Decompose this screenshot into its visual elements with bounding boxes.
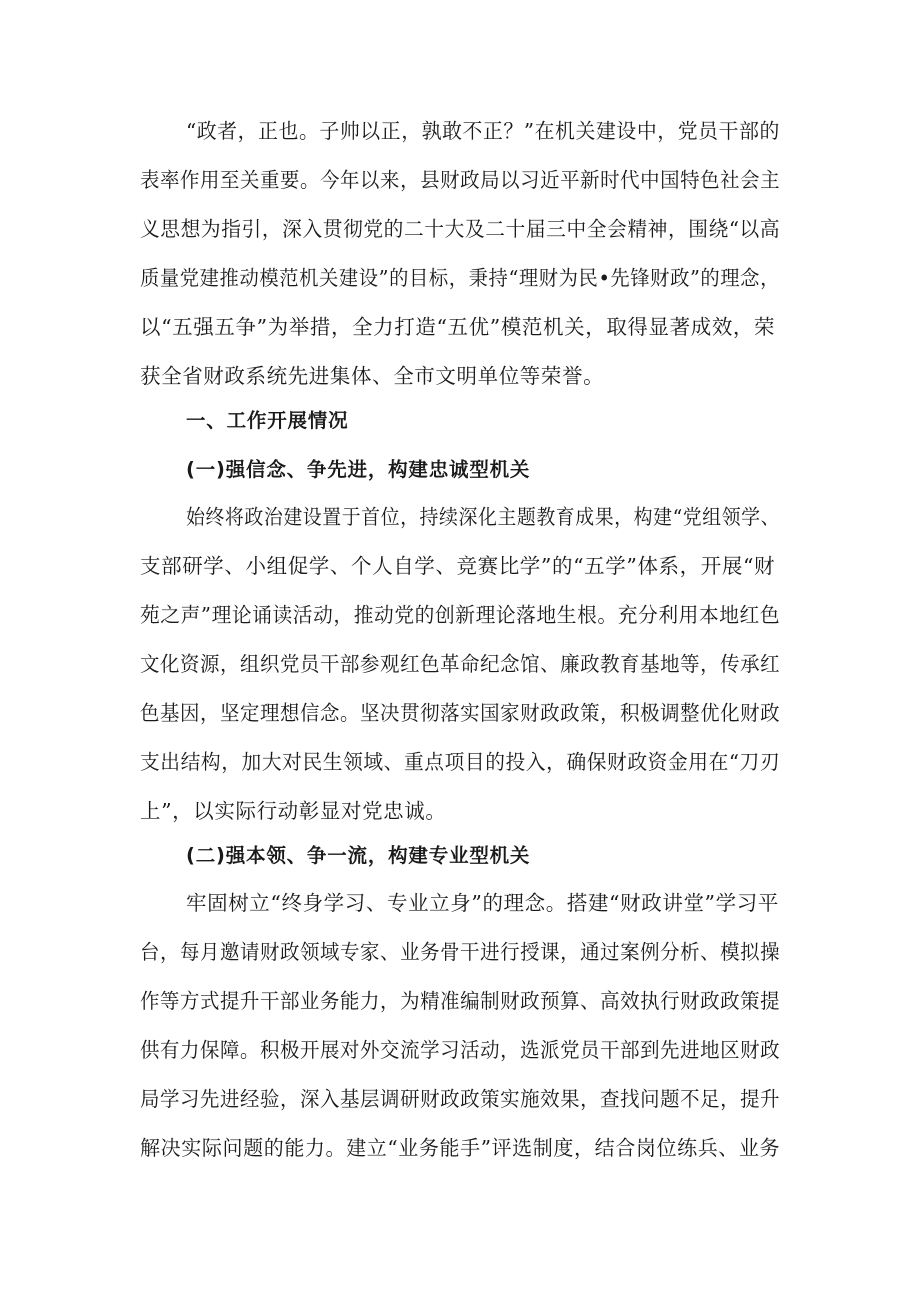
paragraph-line: 作等方式提升干部业务能力，为精准编制财政预算、高效执行财政政策提 bbox=[140, 989, 781, 1013]
paragraph-line: 苑之声”理论诵读活动，推动党的创新理论落地生根。充分利用本地红色 bbox=[140, 603, 781, 627]
paragraph-line: 始终将政治建设置于首位，持续深化主题教育成果，构建“党组领学、 bbox=[186, 505, 781, 529]
paragraph-line: 上”，以实际行动彰显对党忠诚。 bbox=[140, 799, 447, 823]
intro-line: 质量党建推动模范机关建设”的目标，秉持“理财为民•先锋财政”的理念， bbox=[140, 266, 780, 290]
subsection-heading: (二)强本领、争一流，构建专业型机关 bbox=[186, 844, 531, 867]
intro-line: 表率作用至关重要。今年以来，县财政局以习近平新时代中国特色社会主 bbox=[140, 168, 781, 192]
paragraph-line: 色基因，坚定理想信念。坚决贯彻落实国家财政政策，积极调整优化财政 bbox=[140, 701, 781, 725]
paragraph-line: 支出结构，加大对民生领域、重点项目的投入，确保财政资金用在“刀刃 bbox=[140, 750, 781, 774]
intro-line: “政者，正也。子帅以正，孰敢不正？”在机关建设中，党员干部的 bbox=[186, 119, 780, 143]
paragraph-line: 台，每月邀请财政领域专家、业务骨干进行授课，通过案例分析、模拟操 bbox=[140, 940, 781, 964]
subsection-heading: (一)强信念、争先进，构建忠诚型机关 bbox=[186, 458, 531, 481]
paragraph-line: 解决实际问题的能力。建立“业务能手”评选制度，结合岗位练兵、业务 bbox=[140, 1136, 781, 1160]
paragraph-line: 文化资源，组织党员干部参观红色革命纪念馆、廉政教育基地等，传承红 bbox=[140, 652, 781, 676]
intro-line: 义思想为指引，深入贯彻党的二十大及二十届三中全会精神，围绕“以高 bbox=[140, 217, 781, 241]
section-heading: 一、工作开展情况 bbox=[186, 409, 349, 432]
paragraph-line: 供有力保障。积极开展对外交流学习活动，选派党员干部到先进地区财政 bbox=[140, 1038, 781, 1062]
paragraph-line: 局学习先进经验，深入基层调研财政政策实施效果，查找问题不足，提升 bbox=[140, 1087, 781, 1111]
paragraph-line: 牢固树立“终身学习、专业立身”的理念。搭建“财政讲堂”学习平 bbox=[186, 891, 779, 915]
intro-line: 获全省财政系统先进集体、全市文明单位等荣誉。 bbox=[140, 364, 605, 388]
paragraph-line: 支部研学、小组促学、个人自学、竞赛比学”的“五学”体系，开展“财 bbox=[140, 554, 776, 578]
intro-line: 以“五强五争”为举措，全力打造“五优”模范机关，取得显著成效，荣 bbox=[140, 315, 776, 339]
